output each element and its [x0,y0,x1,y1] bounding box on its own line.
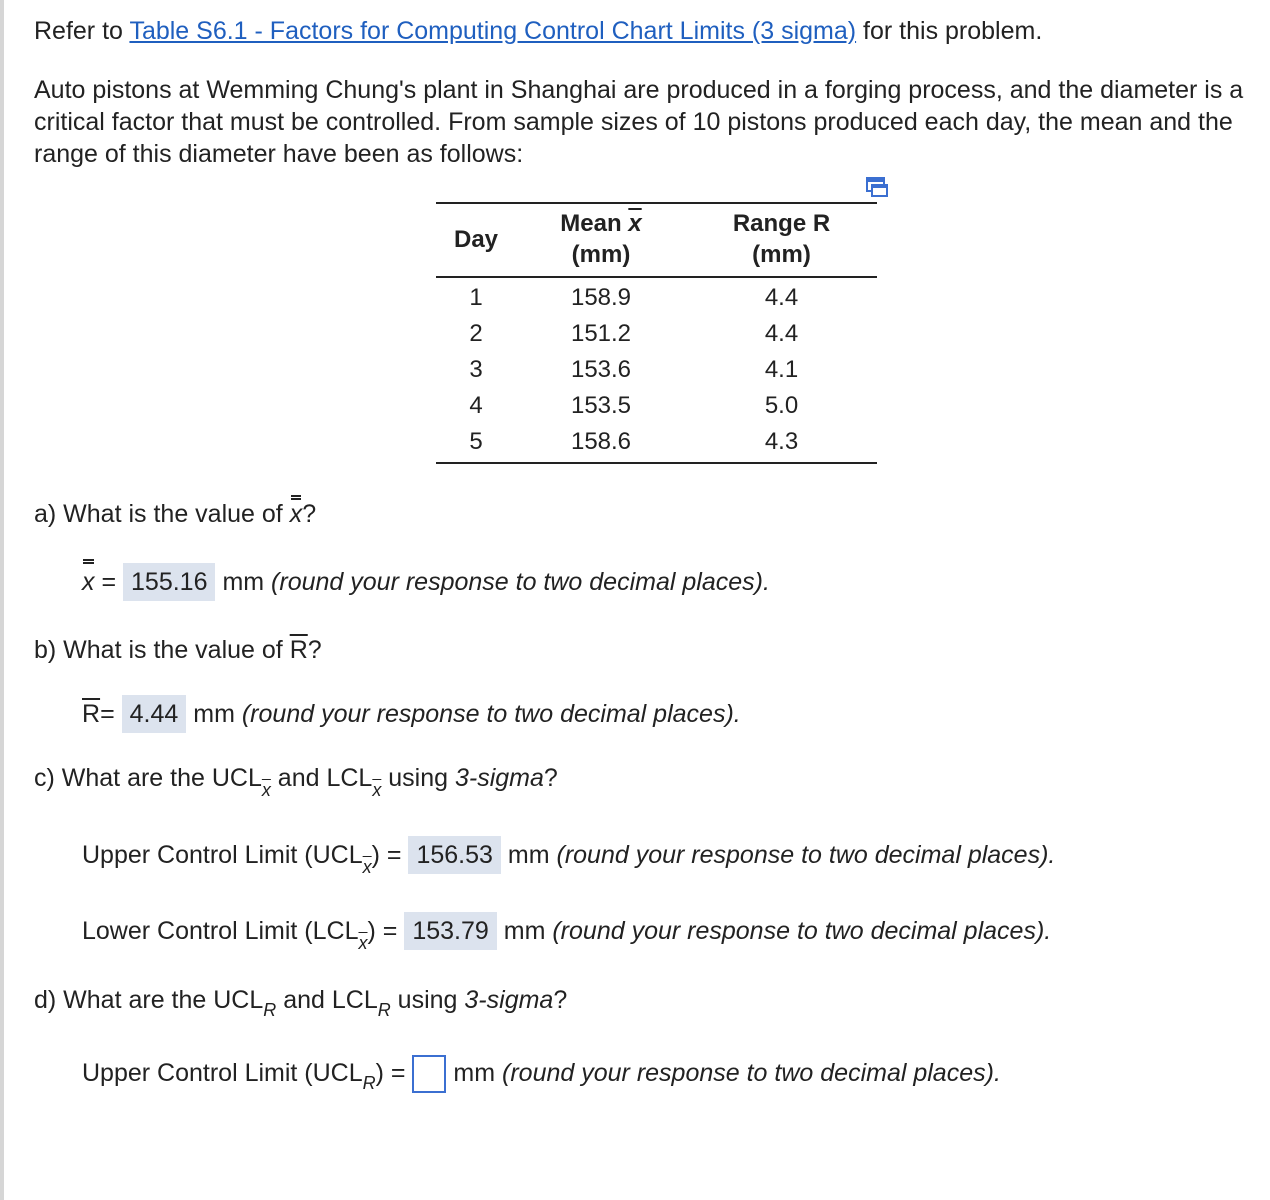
cell-range: 4.1 [764,356,799,383]
ucl-x-label: Upper Control Limit (UCL [82,841,363,869]
x-bar-subscript: x [362,857,372,877]
cell-range: 5.0 [764,392,799,419]
three-sigma-text: 3-sigma [455,764,544,792]
part-d-ucl-row [82,1054,1001,1094]
header-mean-symbol: $\overline{x}$ [628,210,642,237]
table-header-row [436,203,877,277]
unit-label: mm [503,917,546,945]
part-c-text: using [381,764,455,792]
x-double-bar-answer[interactable]: 155.16 [123,563,215,601]
x-bar-subscript: x [372,780,382,800]
header-range-word: Range R [732,210,831,237]
part-a-question-mark: ? [302,500,317,528]
part-c-text: c) What are the UCL [34,764,262,792]
part-d-text: ? [553,986,568,1014]
r-bar-answer[interactable]: 4.44 [122,695,187,733]
header-mean-unit: (mm) [571,241,631,268]
equals-sign: ) = [375,1059,406,1087]
r-subscript: R [263,1000,277,1020]
x-bar-subscript: x [358,933,368,953]
cell-day: 2 [469,320,483,347]
table-row [436,277,877,316]
ucl-x-answer[interactable]: 156.53 [408,836,500,874]
part-a-answer-row [82,563,770,601]
part-c-text: and LCL [270,764,373,792]
header-day: Day [436,203,516,277]
rounding-hint: (round your response to two decimal places). [556,841,1056,869]
r-bar-symbol: $\overline{R}$ [289,636,308,664]
table-row [436,352,877,388]
cell-mean: 158.6 [516,424,686,463]
header-range-unit: (mm) [752,241,811,268]
cell-mean: 158.9 [570,284,632,311]
unit-label: mm [507,841,550,869]
r-subscript: R [377,1000,391,1020]
part-b-question-text: b) What is the value of [34,636,290,664]
part-d-text: d) What are the UCL [34,986,264,1014]
rounding-hint: (round your response to two decimal places). [552,917,1052,945]
part-c-question [34,763,558,800]
unit-label: mm [222,568,265,596]
part-d-text: and LCL [276,986,378,1014]
part-c-ucl-row [82,836,1055,876]
part-a-question [34,499,316,529]
table-row [436,316,877,352]
cell-day: 3 [469,356,483,383]
equals-sign: = [101,568,117,596]
part-c-text: ? [543,764,558,792]
ucl-r-input[interactable] [412,1055,446,1093]
intro-suffix: for this problem. [856,17,1043,45]
rounding-hint: (round your response to two decimal places). [241,700,741,728]
lcl-x-label: Lower Control Limit (LCL [82,917,359,945]
left-border [0,0,4,1200]
cell-day: 5 [436,424,516,463]
part-a-question-text: a) What is the value of [34,500,290,528]
cell-range: 4.3 [686,424,877,463]
lcl-x-answer[interactable]: 153.79 [404,912,496,950]
problem-statement: Auto pistons at Wemming Chung's plant in Shanghai are produced in a forging process, and the diameter is a critical factor that must be controlled. From sample sizes of 10 pistons produced each day, the mean and the range of this diameter have been as follows: [34,76,1244,168]
x-double-bar-symbol: x [82,563,95,601]
cell-range: 4.4 [764,320,799,347]
ucl-r-label: Upper Control Limit (UCL [82,1059,363,1087]
cell-day: 1 [469,284,483,311]
r-bar-symbol: $\overline{R}$ [82,700,101,728]
rounding-hint: (round your response to two decimal places). [502,1059,1001,1087]
intro-line [34,16,1042,46]
x-bar-subscript: x [261,780,271,800]
header-mean-word: Mean [560,210,622,237]
cell-mean: 153.5 [570,392,632,419]
unit-label: mm [193,700,235,728]
part-d-text: using [390,986,465,1014]
header-range [686,203,877,277]
equals-sign: ) = [367,917,398,945]
part-b-question-mark: ? [307,636,322,664]
part-c-lcl-row [82,912,1051,952]
header-mean [516,203,686,277]
unit-label: mm [453,1059,496,1087]
table-row [436,388,877,424]
r-subscript: R [362,1073,376,1093]
cell-day: 4 [469,392,483,419]
rounding-hint: (round your response to two decimal places). [271,568,770,596]
part-b-question [34,635,322,665]
copy-data-icon[interactable] [866,176,888,198]
three-sigma-text: 3-sigma [464,986,554,1014]
part-d-question [34,985,568,1020]
x-double-bar-symbol: x [289,500,303,528]
table-reference-link[interactable]: Table S6.1 - Factors for Computing Control Chart Limits (3 sigma) [129,17,857,45]
data-table [436,202,877,464]
cell-mean: 151.2 [570,320,632,347]
equals-sign: ) = [371,841,402,869]
cell-range: 4.4 [764,284,799,311]
equals-sign: = [100,700,115,728]
intro-prefix: Refer to [34,17,130,45]
table-row [436,424,877,463]
part-b-answer-row [82,695,741,733]
cell-mean: 153.6 [570,356,632,383]
